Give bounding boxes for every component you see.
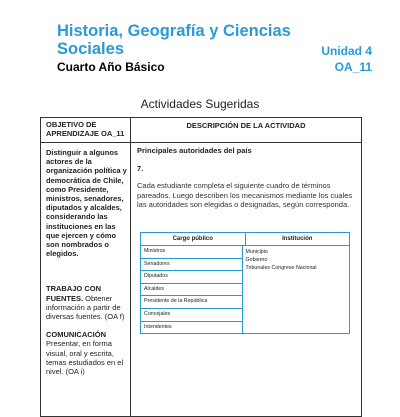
activity-instructions: Cada estudiante completa el siguiente cuadro de términos pareados. Luego describen los mecanismos mediante los cuales las autoridades son elegidas o designadas, según corresponda. <box>137 181 353 209</box>
skill-comunicacion <box>46 330 128 376</box>
activity-title: Principales autoridades del país <box>137 146 252 155</box>
description-column-header: DESCRIPCIÓN DE LA ACTIVIDAD <box>186 121 306 130</box>
objective-cell <box>46 148 128 385</box>
description-cell <box>137 146 355 210</box>
skill-trabajo-fuentes <box>46 284 128 321</box>
cargo-item: Presidente de la República <box>141 296 242 309</box>
institucion-list <box>243 246 350 333</box>
matching-table-header <box>141 233 349 246</box>
column-divider <box>130 118 131 416</box>
institucion-item: Tribunales Congreso Nacional <box>245 265 317 271</box>
cargo-list <box>141 246 243 333</box>
oa-code: OA_11 <box>334 60 372 74</box>
activities-table <box>40 117 362 417</box>
matching-table-body <box>141 246 349 333</box>
cargo-item: Diputados <box>141 271 242 284</box>
activity-number: 7. <box>137 163 144 173</box>
cargo-item: Senadores <box>141 259 242 272</box>
section-heading: Actividades Sugeridas <box>140 97 260 111</box>
skill-text: Presentar, en forma visual, oral y escrita, temas estudiados en el nivel. (OA i) <box>46 339 124 377</box>
objective-column-header: OBJETIVO DE APRENDIZAJE OA_11 <box>46 120 125 138</box>
institucion-item: Municipio <box>245 249 268 255</box>
cargo-column-header: Cargo público <box>172 236 213 242</box>
cargo-item: Intendentes <box>144 323 172 330</box>
institucion-column-header: Institución <box>245 233 350 245</box>
skill-title: COMUNICACIÓN <box>46 330 106 340</box>
cargo-item: Concejales <box>141 309 242 322</box>
institucion-item: Gobierno <box>245 257 268 263</box>
unit-label: Unidad 4 <box>321 44 372 58</box>
matching-table <box>140 232 350 334</box>
cargo-item: Alcaldes <box>141 284 242 297</box>
document-title: Historia, Geografía y Ciencias Sociales <box>57 22 291 58</box>
skill-text: Obtener información a partir de diversas fuentes. (OA f) <box>46 293 125 322</box>
objective-text: Distinguir a algunos actores de la organización política y democrática de Chile, como Presidente, ministros, senadores, diputados y alcaldes, considerando las instituciones en las que ejercen y cómo son nombrados o elegidos. <box>46 148 127 259</box>
grade-subtitle: Cuarto Año Básico <box>57 60 165 74</box>
header-divider <box>41 142 361 143</box>
cargo-item: Ministros <box>141 246 242 259</box>
skill-title: TRABAJO CON FUENTES. <box>46 284 102 303</box>
